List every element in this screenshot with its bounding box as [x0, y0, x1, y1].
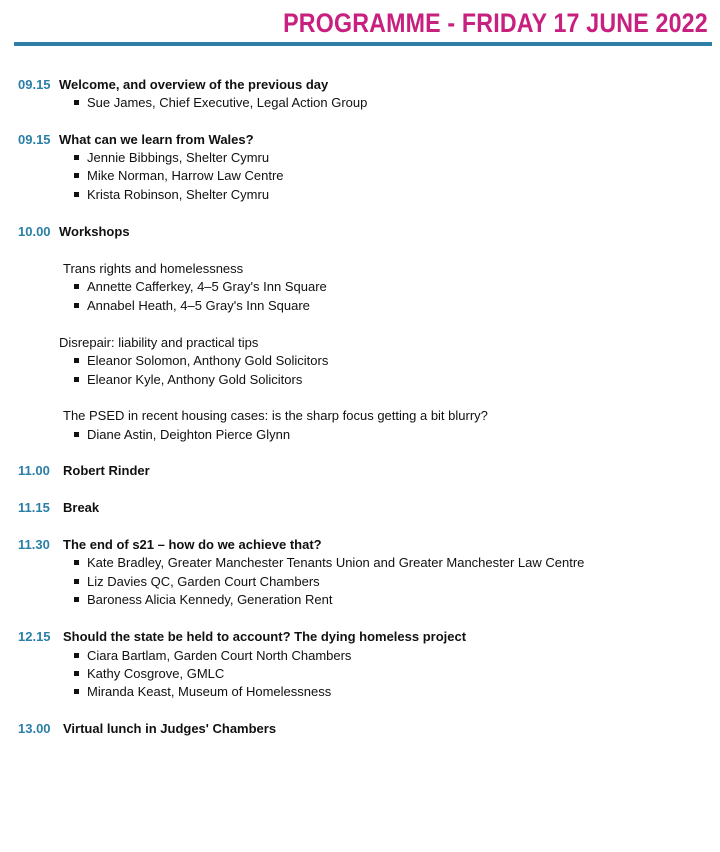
session-title: Break: [63, 500, 100, 515]
bullet-icon: [74, 689, 79, 694]
session-title: Should the state be held to account? The dying homeless project: [63, 629, 467, 644]
session-title: Robert Rinder: [63, 463, 150, 478]
session-time: 11.30: [18, 537, 50, 552]
bullet-icon: [74, 155, 79, 160]
bullet-icon: [74, 303, 79, 308]
workshop-title: Disrepair: liability and practical tips: [59, 335, 259, 350]
session-title: Welcome, and overview of the previous day: [59, 77, 329, 92]
session-time: 10.00: [18, 224, 51, 239]
bullet-icon: [74, 192, 79, 197]
bullet-icon: [74, 100, 79, 105]
speaker-name: Kate Bradley, Greater Manchester Tenants Union and Greater Manchester Law Centre: [87, 555, 585, 570]
session-time: 09.15: [18, 132, 51, 147]
speaker-name: Eleanor Kyle, Anthony Gold Solicitors: [87, 372, 303, 387]
session-time: 09.15: [18, 77, 51, 92]
speaker-name: Krista Robinson, Shelter Cymru: [87, 187, 270, 202]
session-time: 11.15: [18, 500, 50, 515]
speaker-name: Miranda Keast, Museum of Homelessness: [87, 684, 332, 699]
bullet-icon: [74, 560, 79, 565]
bullet-icon: [74, 377, 79, 382]
workshop-title: Trans rights and homelessness: [63, 261, 244, 276]
session-title: What can we learn from Wales?: [59, 132, 254, 147]
session-time: 12.15: [18, 629, 51, 644]
bullet-icon: [74, 653, 79, 658]
speaker-name: Annabel Heath, 4–5 Gray's Inn Square: [87, 298, 310, 313]
bullet-icon: [74, 597, 79, 602]
bullet-icon: [74, 284, 79, 289]
session-time: 11.00: [18, 463, 50, 478]
speaker-name: Ciara Bartlam, Garden Court North Chambers: [87, 648, 352, 663]
speaker-name: Jennie Bibbings, Shelter Cymru: [87, 150, 270, 165]
session-time: 13.00: [18, 721, 51, 736]
bullet-icon: [74, 671, 79, 676]
speaker-name: Eleanor Solomon, Anthony Gold Solicitors: [87, 353, 329, 368]
header-divider: [14, 42, 712, 46]
speaker-name: Sue James, Chief Executive, Legal Action Group: [87, 95, 368, 110]
bullet-icon: [74, 173, 79, 178]
session-title: Virtual lunch in Judges' Chambers: [63, 721, 277, 736]
speaker-name: Baroness Alicia Kennedy, Generation Rent: [87, 592, 333, 607]
bullet-icon: [74, 579, 79, 584]
workshop-title: The PSED in recent housing cases: is the sharp focus getting a bit blurry?: [63, 408, 488, 423]
session-title: The end of s21 – how do we achieve that?: [63, 537, 322, 552]
speaker-name: Annette Cafferkey, 4–5 Gray's Inn Square: [87, 279, 327, 294]
speaker-name: Mike Norman, Harrow Law Centre: [87, 168, 284, 183]
bullet-icon: [74, 358, 79, 363]
speaker-name: Liz Davies QC, Garden Court Chambers: [87, 574, 320, 589]
page-title: PROGRAMME - FRIDAY 17 JUNE 2022: [283, 8, 708, 38]
session-title: Workshops: [59, 224, 130, 239]
speaker-name: Kathy Cosgrove, GMLC: [87, 666, 225, 681]
speaker-name: Diane Astin, Deighton Pierce Glynn: [87, 427, 291, 442]
bullet-icon: [74, 432, 79, 437]
